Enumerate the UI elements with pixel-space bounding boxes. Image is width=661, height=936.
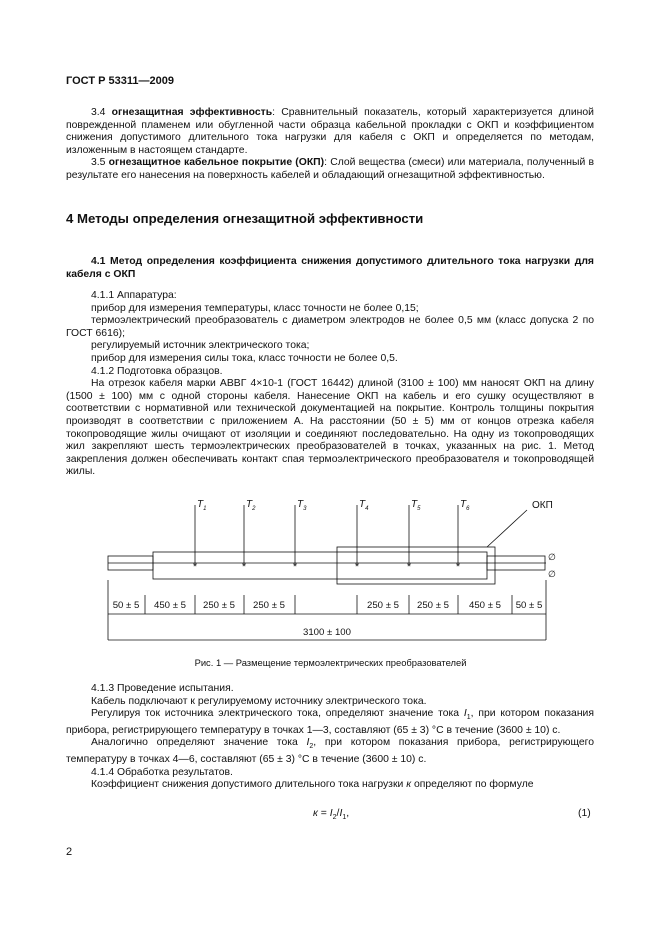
formula-k: к xyxy=(313,808,318,819)
figure-caption: Рис. 1 — Размещение термоэлектрических преобразователей xyxy=(194,657,467,668)
paragraph xyxy=(66,779,594,792)
formula-slash: / xyxy=(336,808,340,819)
subscript: 2 xyxy=(309,743,314,751)
subsection-title: 4.1 Метод определения коэффициента снижения допустимого длительного тока нагрузки для кабеля с ОКП xyxy=(66,256,594,280)
text: Регулируя ток источника электрического тока, определяют значение тока xyxy=(91,708,464,720)
junction-star: * xyxy=(455,561,461,573)
paragraph xyxy=(66,737,594,766)
document-header: ГОСТ Р 53311—2009 xyxy=(66,75,174,87)
paragraph: 4.1.3 Проведение испытания. xyxy=(91,683,234,694)
total-length-label: 3100 ± 100 xyxy=(303,627,351,638)
paragraph: На отрезок кабеля марки АВВГ 4×10-1 (ГОСТ 16442) длиной (3100 ± 100) мм наносят ОКП на длину (1500 ± 100) мм с одной стороны кабеля. Нанесение ОКП на кабель и его сушку осуществляют в соответствии с нормативной или технической документацией на покрытие. Контроль толщины покрытия производят в соответствии с приложением А. На расстоянии (50 ± 5) мм от концов отрезка кабеля токопроводящие жилы очищают от изоляции и соединяют последовательно. На одну из токопроводящих жил закрепляют шесть термоэлектрических преобразователей в точках, указанных на рис. 1. Метод закрепления должен обеспечивать контакт спая термоэлектрического преобразователя и токопроводящей жилы. xyxy=(66,378,594,478)
text: определяют по формуле xyxy=(411,779,534,791)
term: огнезащитное кабельное покрытие (ОКП) xyxy=(108,157,325,169)
paragraph: прибор для измерения силы тока, класс точности не более 0,5. xyxy=(91,352,398,364)
dim-label: 250 ± 5 xyxy=(253,600,285,611)
sensor-label-t1: $T_1$ xyxy=(197,499,207,512)
paragraph xyxy=(66,708,594,737)
end-mark-top: ∅ xyxy=(548,552,556,562)
coating-label: ОКП xyxy=(532,500,553,511)
sensor-label-t2: $T_2$ xyxy=(246,499,256,512)
junction-star: * xyxy=(192,561,198,573)
dim-label: 450 ± 5 xyxy=(469,600,501,611)
formula-number: (1) xyxy=(578,808,591,819)
formula-sub: 1 xyxy=(342,814,347,822)
paragraph: регулируемый источник электрического тока; xyxy=(91,340,310,352)
current-symbol: I xyxy=(306,737,310,749)
formula-eq: = xyxy=(317,808,330,819)
sensor-label-t4: $T_4$ xyxy=(359,499,369,512)
procedure-block xyxy=(66,683,594,792)
term: огнезащитная эффективность xyxy=(111,107,273,118)
text: , при котором показания прибора, регистрирующего температуру в точках 4—6, составляют (65 ± 3) °С в течение (3600 ± 10) с. xyxy=(66,737,594,766)
end-mark-bottom: ∅ xyxy=(548,569,556,579)
dim-label: 250 ± 5 xyxy=(203,600,235,611)
current-symbol: I xyxy=(463,708,467,720)
dim-label: 250 ± 5 xyxy=(367,600,399,611)
sensor-label-t6: $T_6$ xyxy=(460,499,470,512)
paragraph: 4.1.1 Аппаратура: xyxy=(91,290,177,301)
coefficient-symbol: к xyxy=(406,779,412,791)
text: , при котором показания прибора, регистрирующего температуру в точках 1—3, составляют (65 ± 3) °С в течение (3600 ± 10) с. xyxy=(66,708,594,736)
junction-star: * xyxy=(406,561,412,573)
sensor-label-t5: $T_5$ xyxy=(411,499,421,512)
formula-sub: 2 xyxy=(332,814,337,822)
clause-number: 3.5 xyxy=(91,157,109,169)
junction-star: * xyxy=(354,561,360,573)
subscript: 1 xyxy=(466,714,471,722)
paragraph: прибор для измерения температуры, класс точности не более 0,15; xyxy=(91,302,419,314)
formula xyxy=(313,808,349,825)
dim-label: 50 ± 5 xyxy=(515,600,543,611)
paragraph: 4.1.4 Обработка результатов. xyxy=(91,766,233,778)
text: Коэффициент снижения допустимого длительного тока нагрузки xyxy=(91,779,407,791)
formula-i: I xyxy=(339,808,343,819)
dim-label: 250 ± 5 xyxy=(417,600,449,611)
dim-label: 50 ± 5 xyxy=(112,600,140,611)
junction-star: * xyxy=(241,561,247,573)
formula-comma: , xyxy=(346,808,350,819)
paragraph: термоэлектрический преобразователь с диаметром электродов не более 0,5 мм (класс допуска 2 по ГОСТ 6616); xyxy=(66,315,594,339)
dim-label: 450 ± 5 xyxy=(154,600,186,611)
page-number: 2 xyxy=(66,846,73,858)
text: Аналогично определяют значение тока xyxy=(91,737,307,749)
paragraph: Кабель подключают к регулируемому источнику электрического тока. xyxy=(91,695,427,707)
junction-star: * xyxy=(292,561,298,573)
definition-text: : Слой вещества (смеси) или материала, полученный в результате его нанесения на поверхность кабелей и обладающий огнезащитной эффективностью. xyxy=(66,157,594,181)
cable-body xyxy=(153,552,487,579)
clause-number: 3.4 xyxy=(91,107,112,118)
coating-okp xyxy=(337,547,495,584)
section-title: 4 Методы определения огнезащитной эффективности xyxy=(66,211,424,226)
sensor-label-t3: $T_3$ xyxy=(297,499,307,512)
paragraph: 4.1.2 Подготовка образцов. xyxy=(91,365,223,377)
definition-text: : Сравнительный показатель, который характеризуется длиной поврежденной пламенем или обугленной части образца кабельной прокладки с ОКП и коэффициентом снижения допустимого длительного тока нагрузки для кабеля с ОКП и определяется по методам, изложенным в настоящем стандарте. xyxy=(66,107,594,156)
coating-leader xyxy=(487,510,527,547)
formula-i: I xyxy=(329,808,333,819)
